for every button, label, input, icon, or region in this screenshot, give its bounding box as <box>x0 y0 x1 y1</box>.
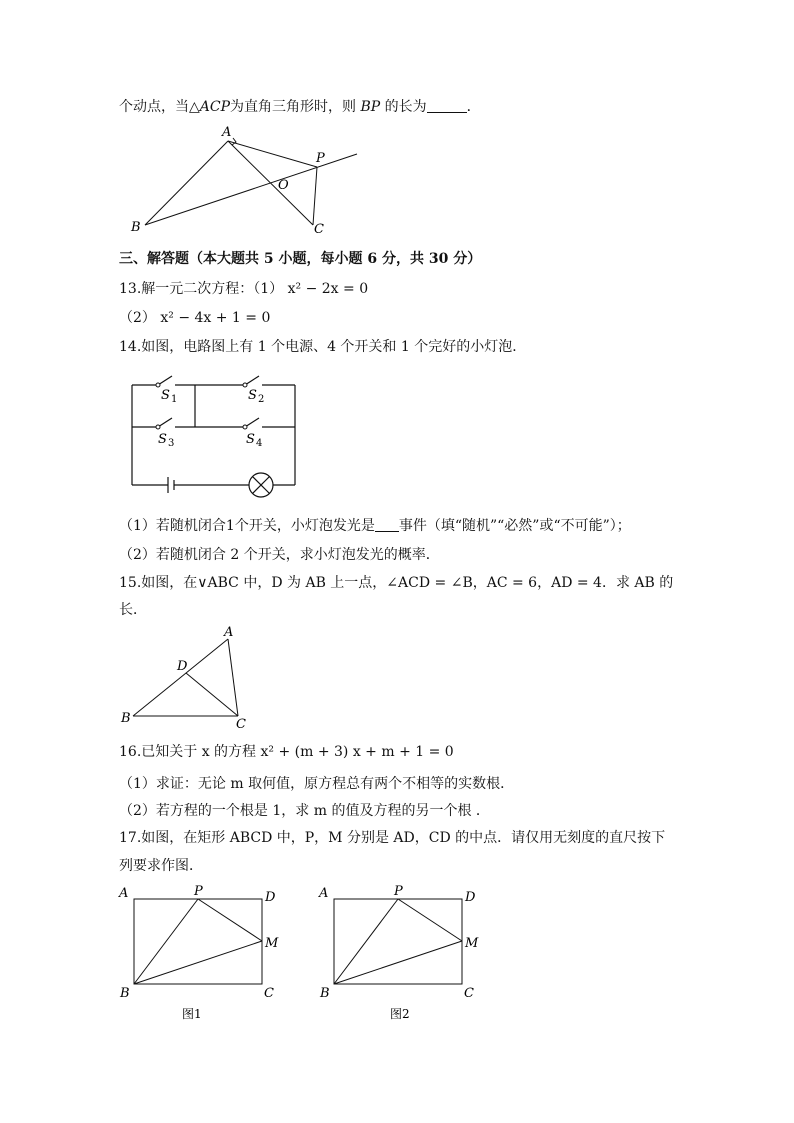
switch-s2-subscript: 2 <box>258 394 265 405</box>
q13-line2: （2） x² − 4x + 1 = 0 <box>119 310 271 326</box>
fig17-1-label-a: A <box>119 886 129 901</box>
q13-line1: 13.解一元二次方程：（1） x² − 2x = 0 <box>119 281 369 297</box>
q17-figure-1 <box>118 884 288 1024</box>
switch-s4-subscript: 4 <box>256 438 263 449</box>
q12-text-end: ． <box>466 99 481 115</box>
switch-s3-subscript: 3 <box>168 438 175 449</box>
q12-figure <box>120 125 380 240</box>
fig17-1-label-d: D <box>265 890 276 905</box>
fig15-label-c: C <box>236 717 246 732</box>
q12-triangle-acp: △ACP <box>189 99 231 115</box>
fig17-2-label-d: D <box>465 890 476 905</box>
switch-s1-subscript: 1 <box>171 394 178 405</box>
fig12-label-o: O <box>278 178 289 193</box>
fig17-1-label-b: B <box>120 986 130 1001</box>
fig17-2-label-m: M <box>465 936 479 951</box>
q14-part1-pre: （1）若随机闭合1个开关，小灯泡发光是 <box>119 518 375 534</box>
fig12-label-c: C <box>314 222 324 237</box>
fig17-2-label-b: B <box>320 986 330 1001</box>
q12-bp: BP <box>360 99 381 115</box>
q17-figure-2 <box>318 884 488 1024</box>
q12-tail-line <box>119 97 481 117</box>
switch-s4-label: S <box>246 432 255 447</box>
q12-text-pre: 个动点，当 <box>119 99 189 115</box>
q17-line1: 17.如图，在矩形 ABCD 中，P，M 分别是 AD，CD 的中点．请仅用无刻度的直尺按下 <box>119 830 666 846</box>
fig17-1-label-p: P <box>194 884 203 899</box>
fig15-label-d: D <box>177 659 188 674</box>
q14-part1-post: 事件（填“随机”“必然”或“不可能”）； <box>398 518 631 534</box>
fig17-1-label-c: C <box>264 986 274 1001</box>
fig17-caption-1: 图1 <box>182 1007 202 1021</box>
fig12-label-b: B <box>131 220 141 235</box>
q12-text-post: 的长为 <box>380 99 427 115</box>
section-3-heading: 三、解答题（本大题共 5 小题，每小题 6 分，共 30 分） <box>119 251 482 267</box>
q16-part1: （1）求证：无论 m 取何值，原方程总有两个不相等的实数根． <box>119 776 515 792</box>
q12-answer-blank <box>427 98 467 113</box>
q15-figure <box>118 624 258 734</box>
fig17-1-label-m: M <box>265 936 279 951</box>
fig12-label-a: A <box>222 125 232 140</box>
q12-text-mid: 为直角三角形时，则 <box>230 99 361 115</box>
fig15-label-a: A <box>224 625 234 640</box>
q16-stem: 16.已知关于 x 的方程 x² + (m + 3) x + m + 1 = 0 <box>119 744 454 760</box>
switch-s2-label: S <box>248 388 257 403</box>
q14-circuit-diagram <box>120 368 310 503</box>
q15-line2: 长． <box>119 602 147 618</box>
q17-line2: 列要求作图． <box>119 858 203 874</box>
q14-stem: 14.如图，电路图上有 1 个电源、4 个开关和 1 个完好的小灯泡． <box>119 339 527 355</box>
fig17-2-label-p: P <box>394 884 403 899</box>
fig17-2-label-a: A <box>319 886 329 901</box>
q14-answer-blank <box>375 517 399 532</box>
fig17-2-label-c: C <box>464 986 474 1001</box>
q14-part1 <box>119 516 631 536</box>
switch-s1-label: S <box>161 388 170 403</box>
q14-part2: （2）若随机闭合 2 个开关，求小灯泡发光的概率． <box>119 547 440 563</box>
q16-part2: （2）若方程的一个根是 1，求 m 的值及方程的另一个根 ． <box>119 803 490 819</box>
switch-s3-label: S <box>158 432 167 447</box>
fig17-caption-2: 图2 <box>390 1007 410 1021</box>
fig12-label-p: P <box>316 151 325 166</box>
q15-line1: 15.如图，在∨ABC 中，D 为 AB 上一点，∠ACD = ∠B，AC = 6，AD = 4．求 AB 的 <box>119 575 674 591</box>
fig15-label-b: B <box>121 711 131 726</box>
